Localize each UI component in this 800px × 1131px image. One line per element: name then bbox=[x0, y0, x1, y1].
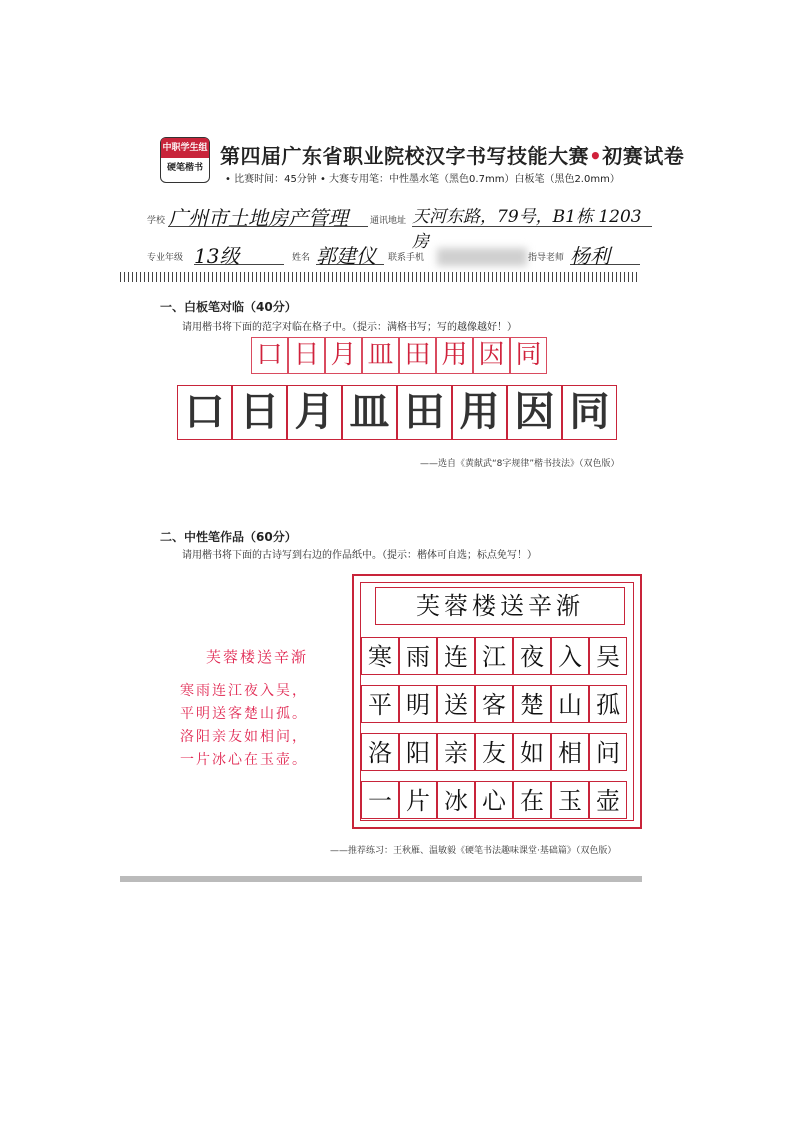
work-row bbox=[361, 637, 627, 675]
address-label: 通讯地址 bbox=[370, 216, 407, 226]
sample-char: 日 bbox=[288, 337, 325, 374]
copy-char: 同 bbox=[562, 385, 617, 440]
badge-line1: 中职学生组 bbox=[161, 138, 209, 158]
section1-instruction: 请用楷书将下面的范字对临在格子中。（提示：满格书写；写的越像越好！） bbox=[182, 322, 517, 333]
work-char: 冰 bbox=[437, 781, 475, 819]
work-char: 如 bbox=[513, 733, 551, 771]
copy-char: 用 bbox=[452, 385, 507, 440]
title-dot: • bbox=[589, 144, 603, 168]
work-char: 江 bbox=[475, 637, 513, 675]
work-char: 一 bbox=[361, 781, 399, 819]
recommend-note: ——推荐练习：王秋雁、温敏毅《硬笔书法趣味课堂·基础篇》（双色版） bbox=[330, 846, 617, 856]
copy-char: 月 bbox=[287, 385, 342, 440]
copy-char: 日 bbox=[232, 385, 287, 440]
footer-divider bbox=[120, 876, 642, 882]
phone-label: 联系手机 bbox=[388, 253, 425, 263]
school-label: 学校 bbox=[147, 216, 166, 226]
title-main: 第四届广东省职业院校汉字书写技能大赛 bbox=[220, 144, 589, 168]
poem-line: 寒雨连江夜入吴， bbox=[180, 683, 308, 699]
work-char: 入 bbox=[551, 637, 589, 675]
work-char: 平 bbox=[361, 685, 399, 723]
work-char: 心 bbox=[475, 781, 513, 819]
sample-char: 月 bbox=[325, 337, 362, 374]
poem-text bbox=[180, 680, 308, 772]
phone-redacted bbox=[437, 248, 527, 266]
grade-field bbox=[194, 240, 284, 268]
work-row bbox=[361, 685, 627, 723]
work-sheet bbox=[352, 574, 642, 829]
work-char: 吴 bbox=[589, 637, 627, 675]
work-char: 孤 bbox=[589, 685, 627, 723]
grade-value: 13级 bbox=[194, 244, 240, 268]
name-value: 郭建仪 bbox=[316, 244, 376, 268]
exam-title bbox=[220, 140, 684, 169]
sample-char: 口 bbox=[251, 337, 288, 374]
title-tail: 初赛试卷 bbox=[602, 144, 685, 168]
work-char: 友 bbox=[475, 733, 513, 771]
section1-heading: 一、白板笔对临（40分） bbox=[160, 300, 297, 314]
work-char: 洛 bbox=[361, 733, 399, 771]
school-value: 广州市土地房产管理 bbox=[168, 206, 348, 230]
copy-char: 因 bbox=[507, 385, 562, 440]
copy-char: 口 bbox=[177, 385, 232, 440]
sample-char: 用 bbox=[436, 337, 473, 374]
teacher-value: 杨利 bbox=[570, 244, 610, 268]
sample-chars-red bbox=[251, 337, 547, 374]
work-char: 相 bbox=[551, 733, 589, 771]
school-field bbox=[168, 202, 368, 230]
badge-line2: 硬笔楷书 bbox=[166, 163, 203, 173]
address-value: 天河东路，79号，B1栋 1203房 bbox=[412, 207, 642, 252]
work-char: 明 bbox=[399, 685, 437, 723]
exam-info: • 比赛时间：45分钟 • 大赛专用笔：中性墨水笔（黑色0.7mm）白板笔（黑色2.0mm） bbox=[225, 174, 620, 185]
section1-source: ——选自《黄献武“8字规律”楷书技法》（双色版） bbox=[420, 459, 620, 469]
copy-char: 皿 bbox=[342, 385, 397, 440]
work-title: 芙蓉楼送辛渐 bbox=[375, 587, 625, 625]
sample-char: 皿 bbox=[362, 337, 399, 374]
work-char: 阳 bbox=[399, 733, 437, 771]
poem-line: 一片冰心在玉壶。 bbox=[180, 752, 308, 768]
work-char: 送 bbox=[437, 685, 475, 723]
work-char: 楚 bbox=[513, 685, 551, 723]
sample-char: 因 bbox=[473, 337, 510, 374]
work-char: 亲 bbox=[437, 733, 475, 771]
sample-char: 同 bbox=[510, 337, 547, 374]
grade-label: 专业年级 bbox=[147, 253, 184, 263]
name-label: 姓名 bbox=[292, 253, 311, 263]
category-badge bbox=[160, 137, 210, 183]
work-char: 雨 bbox=[399, 637, 437, 675]
work-char: 夜 bbox=[513, 637, 551, 675]
sample-char: 田 bbox=[399, 337, 436, 374]
work-char: 客 bbox=[475, 685, 513, 723]
work-char: 寒 bbox=[361, 637, 399, 675]
work-char: 在 bbox=[513, 781, 551, 819]
work-char: 问 bbox=[589, 733, 627, 771]
work-char: 连 bbox=[437, 637, 475, 675]
poem-line: 洛阳亲友如相问， bbox=[180, 729, 308, 745]
work-char: 山 bbox=[551, 685, 589, 723]
teacher-field bbox=[570, 240, 640, 268]
address-field bbox=[412, 202, 652, 252]
section2-heading: 二、中性笔作品（60分） bbox=[160, 530, 297, 544]
work-row bbox=[361, 733, 627, 771]
work-char: 片 bbox=[399, 781, 437, 819]
work-char: 玉 bbox=[551, 781, 589, 819]
poem-line: 平明送客楚山孤。 bbox=[180, 706, 308, 722]
work-char: 壶 bbox=[589, 781, 627, 819]
poem-title: 芙蓉楼送辛渐 bbox=[206, 648, 309, 666]
work-row bbox=[361, 781, 627, 819]
copy-char: 田 bbox=[397, 385, 452, 440]
teacher-label: 指导老师 bbox=[528, 253, 565, 263]
copy-chars-grid bbox=[177, 385, 617, 440]
name-field bbox=[316, 240, 384, 268]
section2-instruction: 请用楷书将下面的古诗写到右边的作品纸中。（提示：楷体可自选；标点免写！） bbox=[182, 550, 537, 561]
header-divider bbox=[120, 272, 640, 282]
